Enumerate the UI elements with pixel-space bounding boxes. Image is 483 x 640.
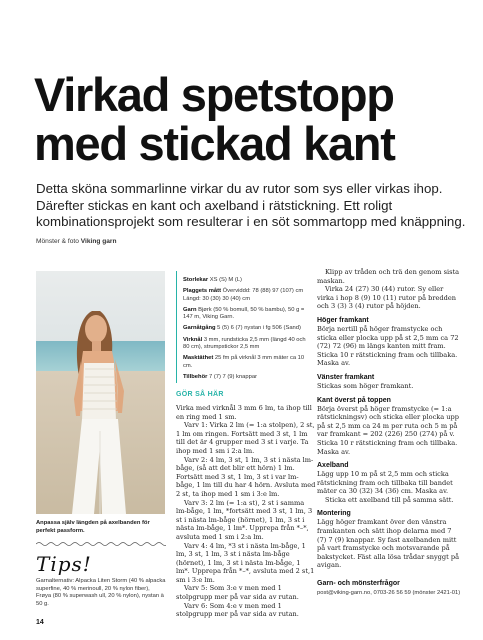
model-photo [36, 271, 165, 514]
instruction-assembly: Lägg höger framkant över den vänstra framkanten och sätt ihop delarna med 7 (7) 7 (9) knappar. Sy fast axelbanden mitt på vart framstycke och motsvarande på bakstycket. Fäst alla lösa trådar snyggt på avigan. [317, 518, 460, 570]
instruction-finish: Klipp av tråden och trä den genom sista maskan. [317, 268, 460, 285]
heading-right-edge: Höger framkant [317, 316, 369, 324]
instruction-round-5: Varv 5: Som 3:e v men med 1 stolpgrupp mer på var sida av rutan. [176, 584, 299, 602]
instruction-round-2: Varv 2: 4 lm, 3 st, 1 lm, 3 st i nästa lm-båge, (så att det blir ett hörn) 1 lm. Fortsätt med 3 st, 1 lm, 3 st i var lm-båge, 1 lm till du har 4 hörn. Avsluta med 2 st, ta ihop med 1 sm i 3:e lm. [176, 455, 316, 498]
credit-line [36, 238, 117, 245]
instruction-round-6: Varv 6: Som 4:e v men med 1 stolpgrupp mer på var sida av rutan. [176, 601, 299, 619]
contact-info: post@viking-garn.no, 0703-26 56 59 (mönster 2421-01) [317, 590, 461, 596]
heading-top-edge: Kant överst på toppen [317, 396, 391, 404]
howto-heading: GÖR SÅ HÄR [176, 391, 224, 398]
instruction-round-4: Varv 4: 4 lm, *3 st i nästa lm-båge, 1 lm, 3 st, 1 lm, 3 st i nästa lm-båge (hörnet), 1 lm, 3 st i nästa lm-båge, 1 lm*. Upprepa från *–*, avsluta med 2 st,1 sm i 3:e lm. [176, 541, 315, 584]
material-measurements: Plaggets mått Överviddd: 78 (88) 97 (107) cm Längd: 30 (30) 30 (40) cm [183, 288, 304, 302]
credit-prefix: Mönster & foto [36, 238, 81, 245]
title-line-2: med stickad kant [34, 117, 395, 170]
credit-brand: Viking garn [80, 238, 117, 245]
instruction-round-3: Varv 3: 2 lm (= 1:a st), 2 st i samma lm-båge, 1 lm, *fortsätt med 3 st, 1 lm, 3 st i nästa lm-båge (hörnet), 1 lm, 3 st i nästa lm-båge, 1 lm*. Upprepa från *–*, avsluta med 1 sm i 2:a lm. [176, 498, 313, 541]
instruction-right-edge: Börja nertill på höger framstycke och sticka eller plocka upp på st 2,5 mm ca 72 (72) 72 (96) m längs kanten mitt fram. Sticka 10 r rätstickning fram och tillbaka. Maska av. [317, 324, 459, 368]
instructions-column-2 [317, 268, 461, 570]
instruction-intro: Virka med virknål 3 mm 6 lm, ta ihop till en ring med 1 sm. [176, 404, 312, 421]
instruction-round-1: Varv 1: Virka 2 lm (= 1:a stolpen), 2 st, 1 lm om ringen. Fortsätt med 3 st, 1 lm till det är 4 grupper med 3 st i varje. Ta ihop med 1 sm i 2:a lm. [176, 421, 315, 455]
materials-box [176, 271, 310, 383]
material-yarn-amount: Garnåtgång 5 (5) 6 (7) nystan i fg 506 (Sand) [183, 325, 301, 332]
instruction-strap-1: Lägg upp 10 m på st 2,5 mm och sticka rätstickning fram och tillbaka till bandet mäter ca 30 (32) 34 (36) cm. Maska av. [317, 470, 453, 496]
article-title [34, 70, 464, 168]
title-line-1: Virkad spetstopp [34, 68, 394, 121]
heading-straps: Axelband [317, 462, 349, 470]
material-yarn: Garn Bjørk (50 % bomull, 50 % bambu), 50 g = 147 m, Viking Garn. [183, 306, 305, 321]
instruction-left-edge: Stickas som höger framkant. [317, 381, 414, 390]
instructions-column-1 [176, 404, 316, 619]
instruction-top-edge: Börja överst på höger framstycke (= 1:a rätstickningsv) och sticka eller plocka upp på st 2,5 mm ca 24 m per ruta och 5 m på var framkant = 202 (226) 250 (274) på v. Sticka 10 r rätstickning fram och tillbaka. Maska av. [317, 404, 460, 456]
material-needles: Virknål 3 mm, rundsticka 2,5 mm (längd 40 och 80 cm), strumpstickor 2,5 mm [183, 336, 306, 351]
material-sizes: Storlekar XS (S) M (L) [183, 277, 242, 283]
instruction-squares: Virka 24 (27) 30 (44) rutor. Sy eller virka i hop 8 (9) 10 (11) rutor på bredden och 3 (3) 3 (4) rutor på höjden. [317, 285, 456, 311]
heading-left-edge: Vänster framkant [317, 373, 375, 381]
tips-text: Garnalternativ: Alpacka Liten Storm (40 % alpacka superfine, 40 % merinoull, 20 % nylon fiber), Frøya (80 % superwash ull, 20 % nylon), nystan à 50 g. [36, 578, 166, 607]
wave-divider [36, 541, 166, 547]
intro-paragraph: Detta sköna sommarlinne virkar du av rutor som sys eller virkas ihop. Därefter stickas en kant och axelband i rätstickning. Ett roligt kombinationsprojekt som resulterar i en söt sommartopp med knäppning. [36, 181, 466, 229]
page-number: 14 [36, 619, 44, 626]
photo-caption: Anpassa själv längden på axelbanden för perfekt passform. [36, 520, 150, 534]
material-gauge: Masktäthet 25 fm på virknål 3 mm mäter ca 10 cm. [183, 355, 305, 369]
instruction-strap-2: Sticka ett axelband till på samma sätt. [325, 495, 454, 504]
contact-heading: Garn- och mönsterfrågor [317, 580, 400, 587]
heading-assembly: Montering [317, 510, 351, 518]
material-accessories: Tillbehör 7 (7) 7 (9) knappar [183, 373, 257, 380]
tips-heading: Tips! [36, 552, 92, 576]
